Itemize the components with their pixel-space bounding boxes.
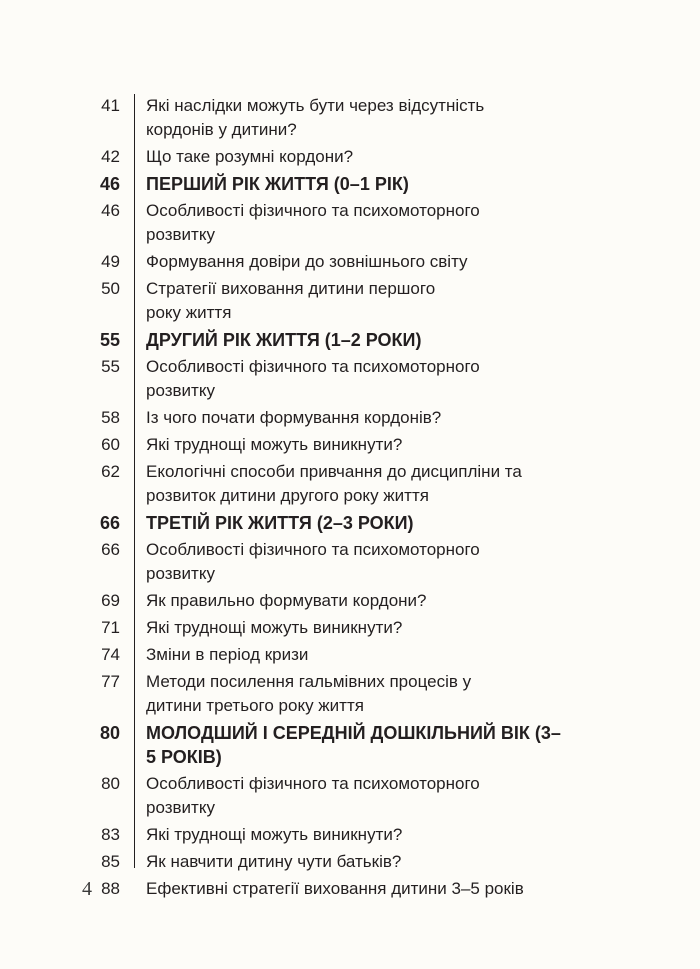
toc-page-number: 69 bbox=[101, 591, 120, 610]
toc-page-number: 62 bbox=[101, 462, 120, 481]
table-of-contents bbox=[0, 94, 700, 904]
toc-section-title: ТРЕТІЙ РІК ЖИТТЯ (2–3 РОКИ) bbox=[146, 513, 414, 533]
toc-page-number: 80 bbox=[101, 774, 120, 793]
toc-title: Ефективні стратегії виховання дитини 3–5 років bbox=[146, 879, 524, 898]
toc-page-number: 55 bbox=[99, 330, 120, 350]
toc-entry[interactable] bbox=[0, 643, 700, 667]
toc-page-number: 83 bbox=[101, 825, 120, 844]
toc-entry[interactable] bbox=[0, 355, 700, 403]
toc-page-number: 49 bbox=[101, 252, 120, 271]
toc-title: Як навчити дитину чути батьків? bbox=[146, 852, 402, 871]
toc-page-number: 74 bbox=[101, 645, 120, 664]
toc-entry[interactable] bbox=[0, 145, 700, 169]
toc-title: Які труднощі можуть виникнути? bbox=[146, 825, 403, 844]
toc-entry[interactable] bbox=[0, 877, 700, 901]
toc-title: Стратегії виховання дитини першого року життя bbox=[146, 279, 436, 322]
toc-entry[interactable] bbox=[0, 406, 700, 430]
toc-entry[interactable] bbox=[0, 460, 700, 508]
toc-section-title: МОЛОДШИЙ І СЕРЕДНІЙ ДОШКІЛЬНИЙ ВІК (3–5 РОКІВ) bbox=[146, 723, 561, 767]
toc-section-entry[interactable] bbox=[0, 511, 700, 535]
toc-title: Зміни в період кризи bbox=[146, 645, 309, 664]
toc-entry[interactable] bbox=[0, 199, 700, 247]
toc-entry[interactable] bbox=[0, 589, 700, 613]
toc-page-number: 66 bbox=[101, 540, 120, 559]
toc-page-number: 88 bbox=[101, 879, 120, 898]
toc-title: Особливості фізичного та психомоторного розвитку bbox=[146, 201, 480, 244]
toc-page-number: 60 bbox=[101, 435, 120, 454]
toc-title: Які труднощі можуть виникнути? bbox=[146, 618, 403, 637]
toc-title: Які наслідки можуть бути через відсутність кордонів у дитини? bbox=[146, 96, 485, 139]
toc-entry[interactable] bbox=[0, 616, 700, 640]
page-number: 4 bbox=[82, 878, 92, 900]
toc-section-entry[interactable] bbox=[0, 721, 700, 769]
toc-title: Що таке розумні кордони? bbox=[146, 147, 354, 166]
toc-entry[interactable] bbox=[0, 850, 700, 874]
toc-page-number: 66 bbox=[99, 513, 120, 533]
toc-page-number: 85 bbox=[101, 852, 120, 871]
toc-page-number: 55 bbox=[101, 357, 120, 376]
toc-page-number: 46 bbox=[101, 201, 120, 220]
toc-entry[interactable] bbox=[0, 670, 700, 718]
toc-section-title: ДРУГИЙ РІК ЖИТТЯ (1–2 РОКИ) bbox=[146, 330, 422, 350]
toc-title: Із чого почати формування кордонів? bbox=[146, 408, 442, 427]
toc-title: Особливості фізичного та психомоторного розвитку bbox=[146, 357, 480, 400]
toc-page-number: 50 bbox=[101, 279, 120, 298]
toc-page-number: 41 bbox=[101, 96, 120, 115]
toc-page-number: 71 bbox=[101, 618, 120, 637]
toc-page-number: 80 bbox=[99, 723, 120, 743]
toc-title: Формування довіри до зовнішнього світу bbox=[146, 252, 468, 271]
toc-page-number: 77 bbox=[101, 672, 120, 691]
toc-page-number: 58 bbox=[101, 408, 120, 427]
toc-title: Особливості фізичного та психомоторного розвитку bbox=[146, 774, 480, 817]
toc-section-title: ПЕРШИЙ РІК ЖИТТЯ (0–1 РІК) bbox=[146, 174, 409, 194]
toc-title: Які труднощі можуть виникнути? bbox=[146, 435, 403, 454]
toc-title: Особливості фізичного та психомоторного розвитку bbox=[146, 540, 480, 583]
toc-title: Методи посилення гальмівних процесів у дитини третього року життя bbox=[146, 672, 472, 715]
toc-title: Як правильно формувати кордони? bbox=[146, 591, 427, 610]
toc-title: Екологічні способи привчання до дисципліни та розвиток дитини другого року життя bbox=[146, 462, 522, 505]
toc-entry[interactable] bbox=[0, 250, 700, 274]
toc-page-number: 42 bbox=[101, 147, 120, 166]
toc-entry[interactable] bbox=[0, 94, 700, 142]
toc-section-entry[interactable] bbox=[0, 328, 700, 352]
toc-section-entry[interactable] bbox=[0, 172, 700, 196]
toc-entry[interactable] bbox=[0, 433, 700, 457]
toc-entry[interactable] bbox=[0, 277, 700, 325]
toc-entry[interactable] bbox=[0, 772, 700, 820]
toc-entry[interactable] bbox=[0, 823, 700, 847]
toc-page-number: 46 bbox=[99, 174, 120, 194]
toc-entry[interactable] bbox=[0, 538, 700, 586]
